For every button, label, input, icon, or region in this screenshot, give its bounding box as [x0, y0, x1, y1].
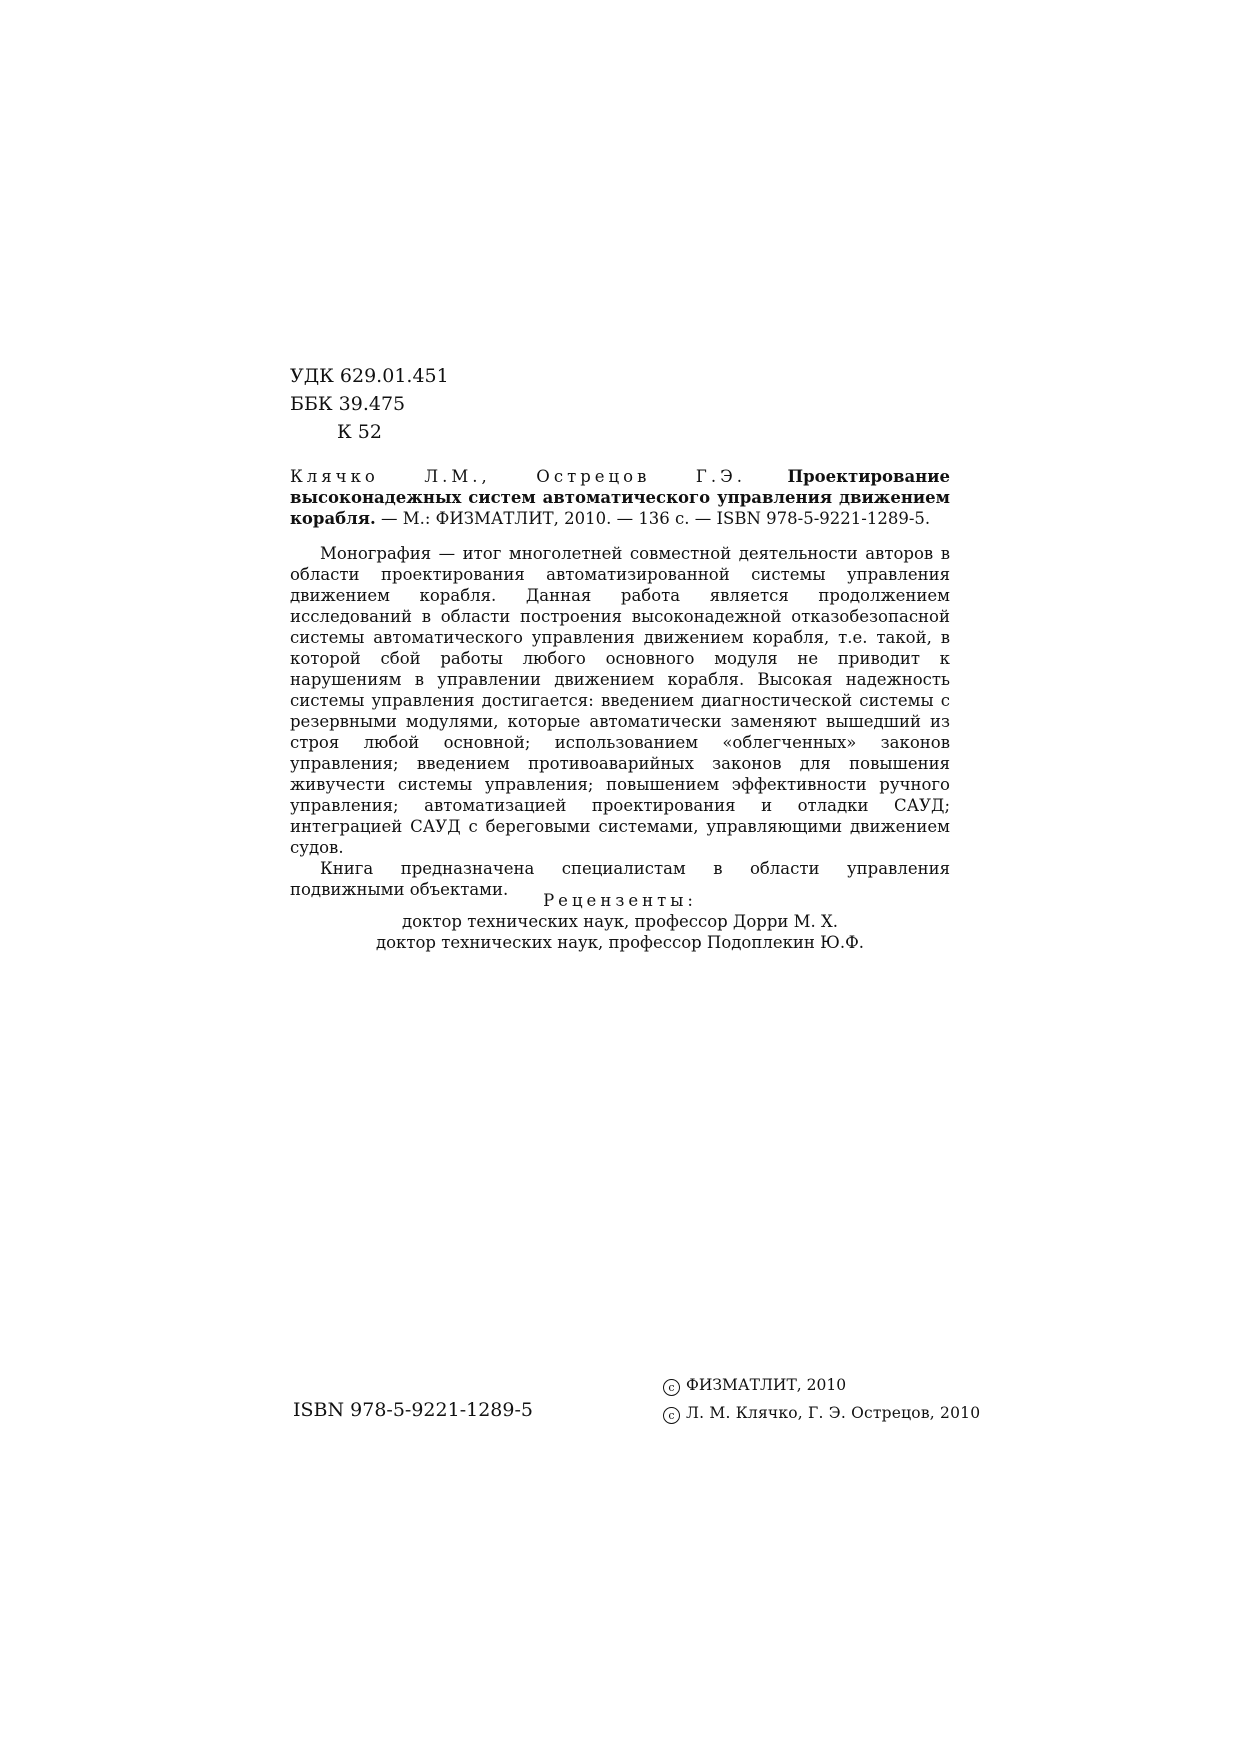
reviewers-heading: Рецензенты:: [543, 891, 697, 910]
copyright-block: [663, 1371, 980, 1427]
imprint: — М.: ФИЗМАТЛИТ, 2010. — 136 с. — ISBN 978-5-9221-1289-5.: [380, 509, 931, 528]
isbn: ISBN 978-5-9221-1289-5: [293, 1399, 533, 1421]
reviewer-item: доктор технических наук, профессор Дорри М. Х.: [401, 912, 839, 931]
copyright-line: [663, 1399, 980, 1427]
copyright-icon: c: [663, 1379, 680, 1396]
copyright-text: ФИЗМАТЛИТ, 2010: [686, 1376, 847, 1394]
copyright-line: [663, 1371, 980, 1399]
abstract-paragraph: Книга предназначена специалистам в области управления подвижными объектами.: [290, 859, 950, 899]
authors: Клячко Л.М., Острецов Г.Э.: [290, 467, 746, 486]
reviewers-block: [290, 890, 950, 953]
bbk-code: ББК 39.475: [290, 393, 406, 415]
classification-block: [290, 362, 449, 446]
abstract: [290, 543, 950, 900]
author-mark: К 52: [337, 421, 382, 443]
udk-code: УДК 629.01.451: [290, 365, 449, 387]
copyright-icon: c: [663, 1407, 680, 1424]
book-title: Проектирование высоконадежных систем автоматического управления движением корабля.: [290, 467, 950, 528]
reviewer-item: доктор технических наук, профессор Подоплекин Ю.Ф.: [375, 933, 865, 952]
copyright-text: Л. М. Клячко, Г. Э. Острецов, 2010: [686, 1404, 981, 1422]
abstract-paragraph: Монография — итог многолетней совместной деятельности авторов в области проектирования автоматизированной системы управления движением корабля. Данная работа является продолжением исследований в области построения высоконадежной отказобезопасной системы автоматического управления движением корабля, т.е. такой, в которой сбой работы любого основного модуля не приводит к нарушениям в управлении движением корабля. Высокая надежность системы управления достигается: введением диагностической системы с резервными модулями, которые автоматически заменяют вышедший из строя любой основной; использованием «облегченных» законов управления; введением противоаварийных законов для повышения живучести системы управления; повышением эффективности ручного управления; автоматизацией проектирования и отладки САУД; интеграцией САУД с береговыми системами, управляющими движением судов.: [290, 544, 950, 857]
bibliographic-entry: [290, 466, 950, 529]
